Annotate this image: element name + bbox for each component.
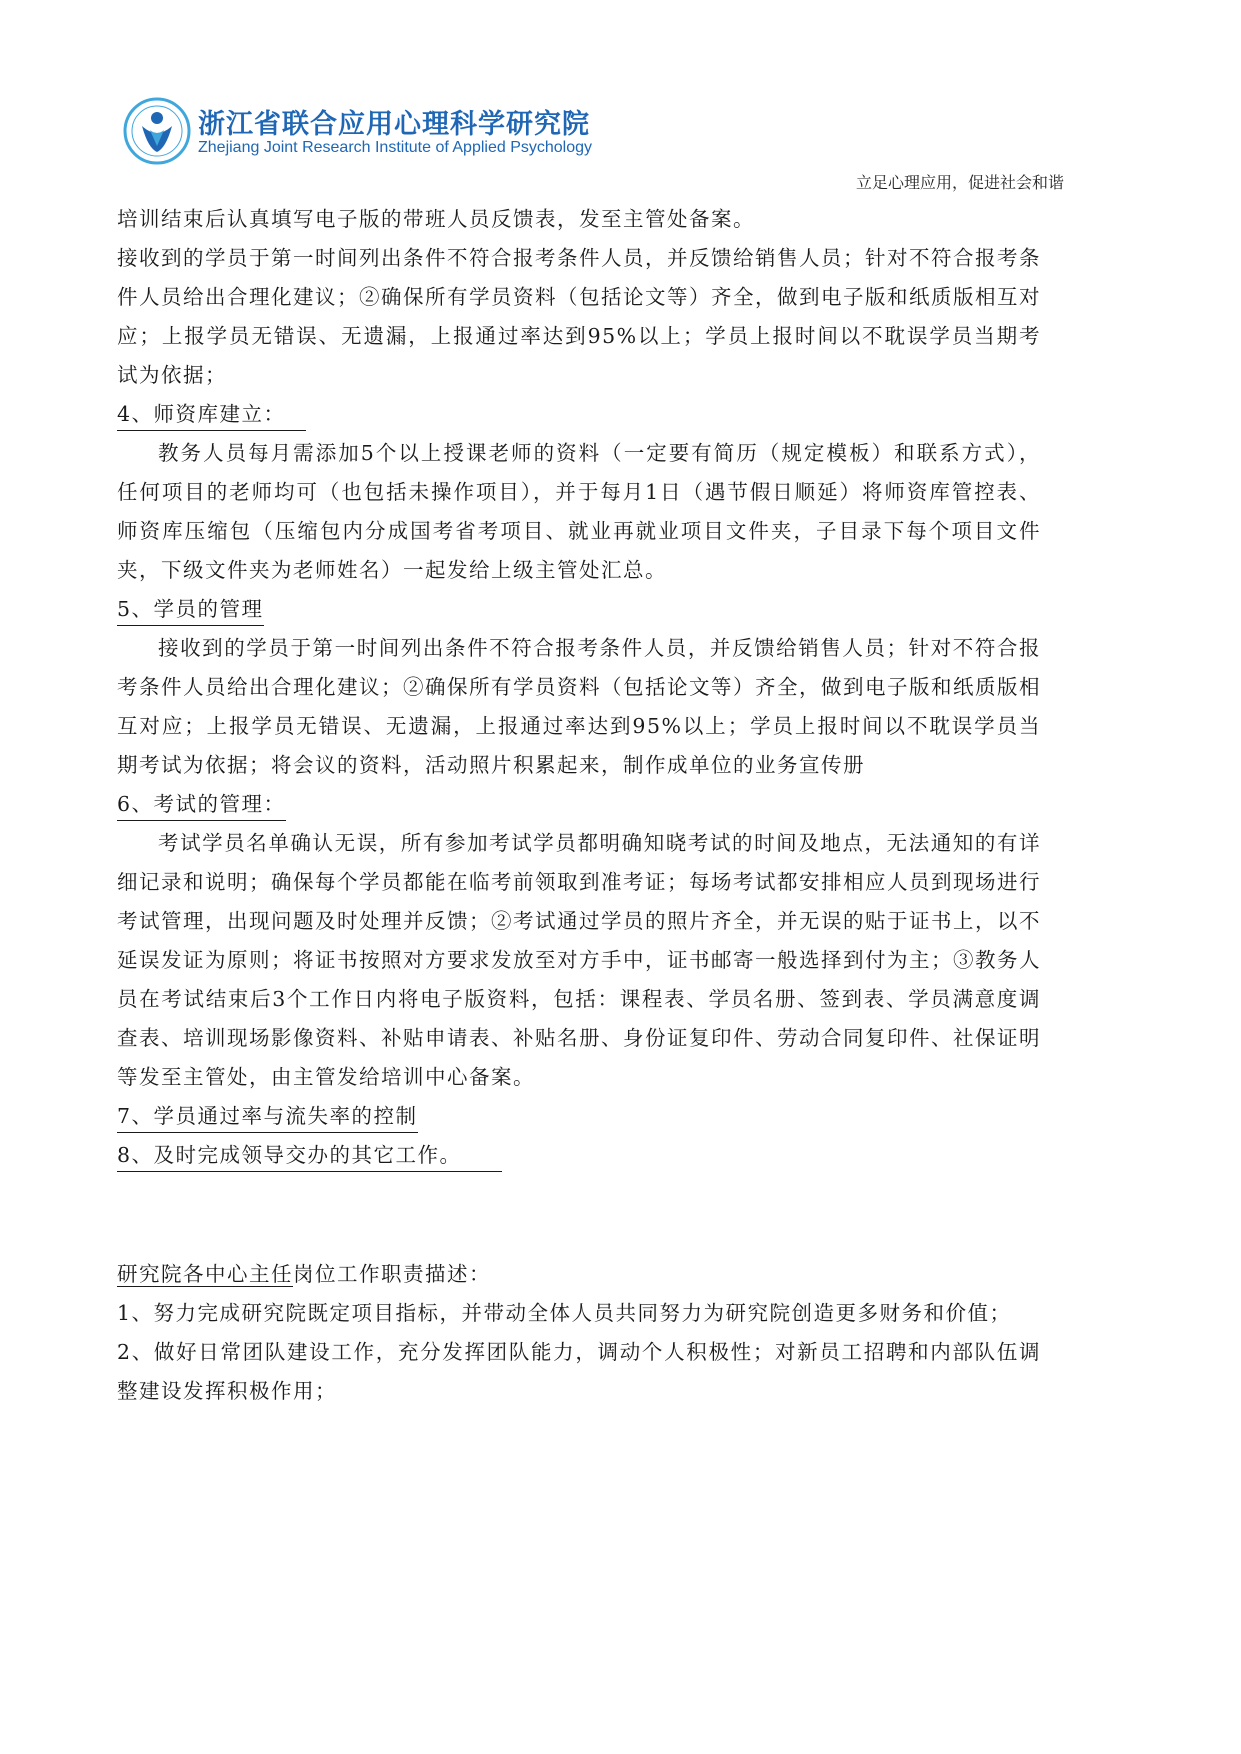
heading-exam-management: 6、考试的管理：: [117, 788, 286, 821]
section-spacer: [117, 1175, 1041, 1255]
institute-name-cn: 浙江省联合应用心理科学研究院: [198, 109, 590, 140]
paragraph-student-management: 接收到的学员于第一时间列出条件不符合报考条件人员，并反馈给销售人员；针对不符合报考条件人员给出合理化建议；②确保所有学员资料（包括论文等）齐全，做到电子版和纸质版相互对应；上报学员无错误、无遗漏，上报通过率达到95%以上；学员上报时间以不耽误学员当期考试为依据；将会议的资料，活动照片积累起来，制作成单位的业务宣传册: [117, 636, 1041, 777]
heading-pass-rate-control: 7、学员通过率与流失率的控制: [117, 1100, 418, 1133]
section-title: [117, 1255, 1041, 1294]
institute-logo-icon: [122, 96, 192, 166]
heading-teacher-database: 4、师资库建立：: [117, 398, 306, 431]
page-header: [122, 96, 1065, 196]
heading-student-management: 5、学员的管理: [117, 593, 264, 626]
paragraph-feedback: 培训结束后认真填写电子版的带班人员反馈表，发至主管处备案。: [117, 207, 755, 231]
document-body: [117, 200, 1041, 1411]
section-title-description: 岗位工作职责描述：: [293, 1262, 491, 1286]
institute-name-en: Zhejiang Joint Research Institute of Applied Psychology: [198, 139, 593, 156]
paragraph-teacher-database: 教务人员每月需添加5个以上授课老师的资料（一定要有简历（规定模板）和联系方式），任何项目的老师均可（也包括未操作项目），并于每月1日（遇节假日顺延）将师资库管控表、师资库压缩包（压缩包内分成国考省考项目、就业再就业项目文件夹，子目录下每个项目文件夹，下级文件夹为老师姓名）一起发给上级主管处汇总。: [117, 441, 1041, 582]
paragraph-exam-management: 考试学员名单确认无误，所有参加考试学员都明确知晓考试的时间及地点，无法通知的有详细记录和说明；确保每个学员都能在临考前领取到准考证；每场考试都安排相应人员到现场进行考试管理，出现问题及时处理并反馈；②考试通过学员的照片齐全，并无误的贴于证书上，以不延误发证为原则；将证书按照对方要求发放至对方手中，证书邮寄一般选择到付为主；③教务人员在考试结束后3个工作日内将电子版资料，包括：课程表、学员名册、签到表、学员满意度调查表、培训现场影像资料、补贴申请表、补贴名册、身份证复印件、劳动合同复印件、社保证明等发至主管处，由主管发给培训中心备案。: [117, 831, 1041, 1089]
duty-item-2: 2、做好日常团队建设工作，充分发挥团队能力，调动个人积极性；对新员工招聘和内部队伍调整建设发挥积极作用；: [117, 1340, 1041, 1403]
section-title-role: 研究院各中心主任: [117, 1262, 293, 1286]
header-slogan: 立足心理应用，促进社会和谐: [856, 173, 1065, 192]
paragraph-student-report: 接收到的学员于第一时间列出条件不符合报考条件人员，并反馈给销售人员；针对不符合报考条件人员给出合理化建议；②确保所有学员资料（包括论文等）齐全，做到电子版和纸质版相互对应；上报学员无错误、无遗漏，上报通过率达到95%以上；学员上报时间以不耽误学员当期考试为依据；: [117, 246, 1041, 387]
heading-other-tasks: 8、及时完成领导交办的其它工作。: [117, 1139, 502, 1172]
duty-item-1: 1、努力完成研究院既定项目指标，并带动全体人员共同努力为研究院创造更多财务和价值；: [117, 1301, 1012, 1325]
